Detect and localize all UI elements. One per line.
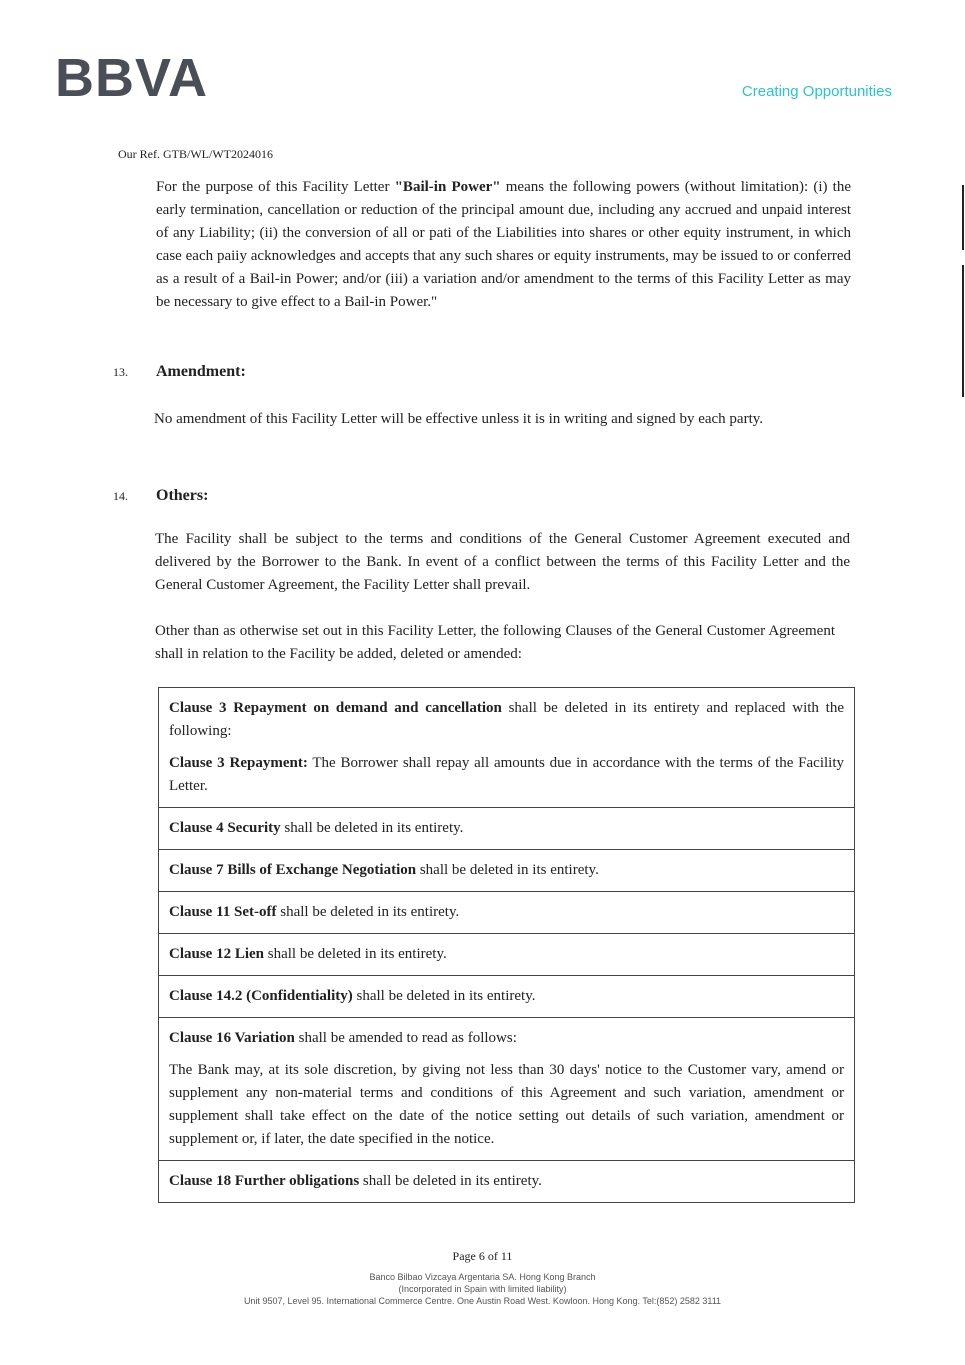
clause-title: Clause 11 Set-off (169, 904, 277, 920)
bbva-logo: BBVA (55, 48, 209, 108)
page-number: Page 6 of 11 (452, 1249, 513, 1263)
clauses-table (158, 687, 855, 1203)
clause-title: Clause 16 Variation (169, 1030, 295, 1046)
clause-text: shall be deleted in its entirety and replaced with the following: (169, 700, 844, 739)
clause-text: shall be deleted in its entirety. (352, 988, 536, 1004)
bail-in-definition (156, 176, 851, 314)
clause-cell (159, 976, 855, 1018)
bank-name: Banco Bilbao Vizcaya Argentaria SA. Hong Kong Branch (369, 1272, 596, 1282)
clause-text: shall be deleted in its entirety. (280, 820, 464, 836)
clause-cell (159, 850, 855, 892)
bank-incorporation: (Incorporated in Spain with limited liability) (398, 1284, 567, 1294)
bank-footer (0, 1271, 965, 1307)
section-number-13: 13. (113, 365, 128, 379)
others-paragraph-2: Other than as otherwise set out in this Facility Letter, the following Clauses of the General Customer Agreement shall in relation to the Facility be added, deleted or amended: (155, 623, 835, 662)
table-row (159, 808, 855, 850)
clause-text: shall be deleted in its entirety. (264, 946, 447, 962)
clause-cell (159, 688, 855, 808)
clause-title: Clause 14.2 (Confidentiality) (169, 988, 353, 1004)
clause-sub-title: Clause 3 Repayment: (169, 755, 308, 771)
table-row (159, 892, 855, 934)
clause-title: Clause 4 Security (169, 820, 281, 836)
intro-before: For the purpose of this Facility Letter (156, 179, 395, 195)
our-reference: Our Ref. GTB/WL/WT2024016 (118, 147, 273, 161)
clause-title: Clause 12 Lien (169, 946, 265, 962)
table-row (159, 1161, 855, 1203)
clause-cell (159, 1161, 855, 1203)
others-paragraph-1: The Facility shall be subject to the terms and conditions of the General Customer Agreement executed and delivered by the Borrower to the Bank. In event of a conflict between the terms of this Facility Letter and the General Customer Agreement, the Facility Letter shall prevail. (155, 531, 850, 593)
table-row (159, 688, 855, 808)
section-title-others: Others: (156, 487, 209, 504)
clause-title: Clause 7 Bills of Exchange Negotiation (169, 862, 417, 878)
clause-sub-text: The Bank may, at its sole discretion, by giving not less than 30 days' notice to the Customer vary, amend or supplement any non-material terms and conditions of this Agreement and such variation, amendment or supplement shall take effect on the date of the notice setting out details of such variation, amendment or supplement or, if later, the date specified in the notice. (169, 1062, 844, 1147)
bank-address: Unit 9507, Level 95. International Commerce Centre. One Austin Road West. Kowloon. Hong Kong. Tel:(852) 2582 3111 (243, 1296, 722, 1306)
clause-text: shall be deleted in its entirety. (276, 904, 460, 920)
clause-title: Clause 18 Further obligations (169, 1173, 360, 1189)
table-row (159, 850, 855, 892)
clause-cell (159, 1018, 855, 1161)
table-row (159, 934, 855, 976)
margin-change-bar (962, 185, 964, 250)
intro-after: means the following powers (without limitation): (i) the early termination, cancellation or reduction of the principal amount due, including any accrued and unpaid interest of any Liability; (ii) the conversion of all or pati of the Liabilities into shares or other equity instrument, in which case each paiiy acknowledges and accepts that any such shares or equity instruments, may be issued to or conferred as a result of a Bail-in Power; and/or (iii) a variation and/or amendment to the terms of this Facility Letter as may be necessary to give effect to a Bail-in Power." (156, 179, 852, 310)
clause-cell (159, 934, 855, 976)
tagline: Creating Opportunities (741, 83, 892, 100)
clause-cell (159, 892, 855, 934)
section-title-amendment: Amendment: (156, 363, 246, 380)
clause-text: shall be deleted in its entirety. (416, 862, 599, 878)
clause-text: shall be amended to read as follows: (294, 1030, 517, 1046)
table-row (159, 976, 855, 1018)
clause-title: Clause 3 Repayment on demand and cancellation (169, 700, 502, 716)
bail-in-term: "Bail-in Power" (394, 179, 501, 195)
clause-cell (159, 808, 855, 850)
clause-sub-text: The Borrower shall repay all amounts due in accordance with the terms of the Facility Letter. (169, 755, 845, 794)
margin-change-bar (962, 265, 964, 397)
section-number-14: 14. (113, 489, 128, 503)
clause-text: shall be deleted in its entirety. (359, 1173, 542, 1189)
table-row (159, 1018, 855, 1161)
amendment-body: No amendment of this Facility Letter will be effective unless it is in writing and signed by each party. (154, 411, 764, 427)
